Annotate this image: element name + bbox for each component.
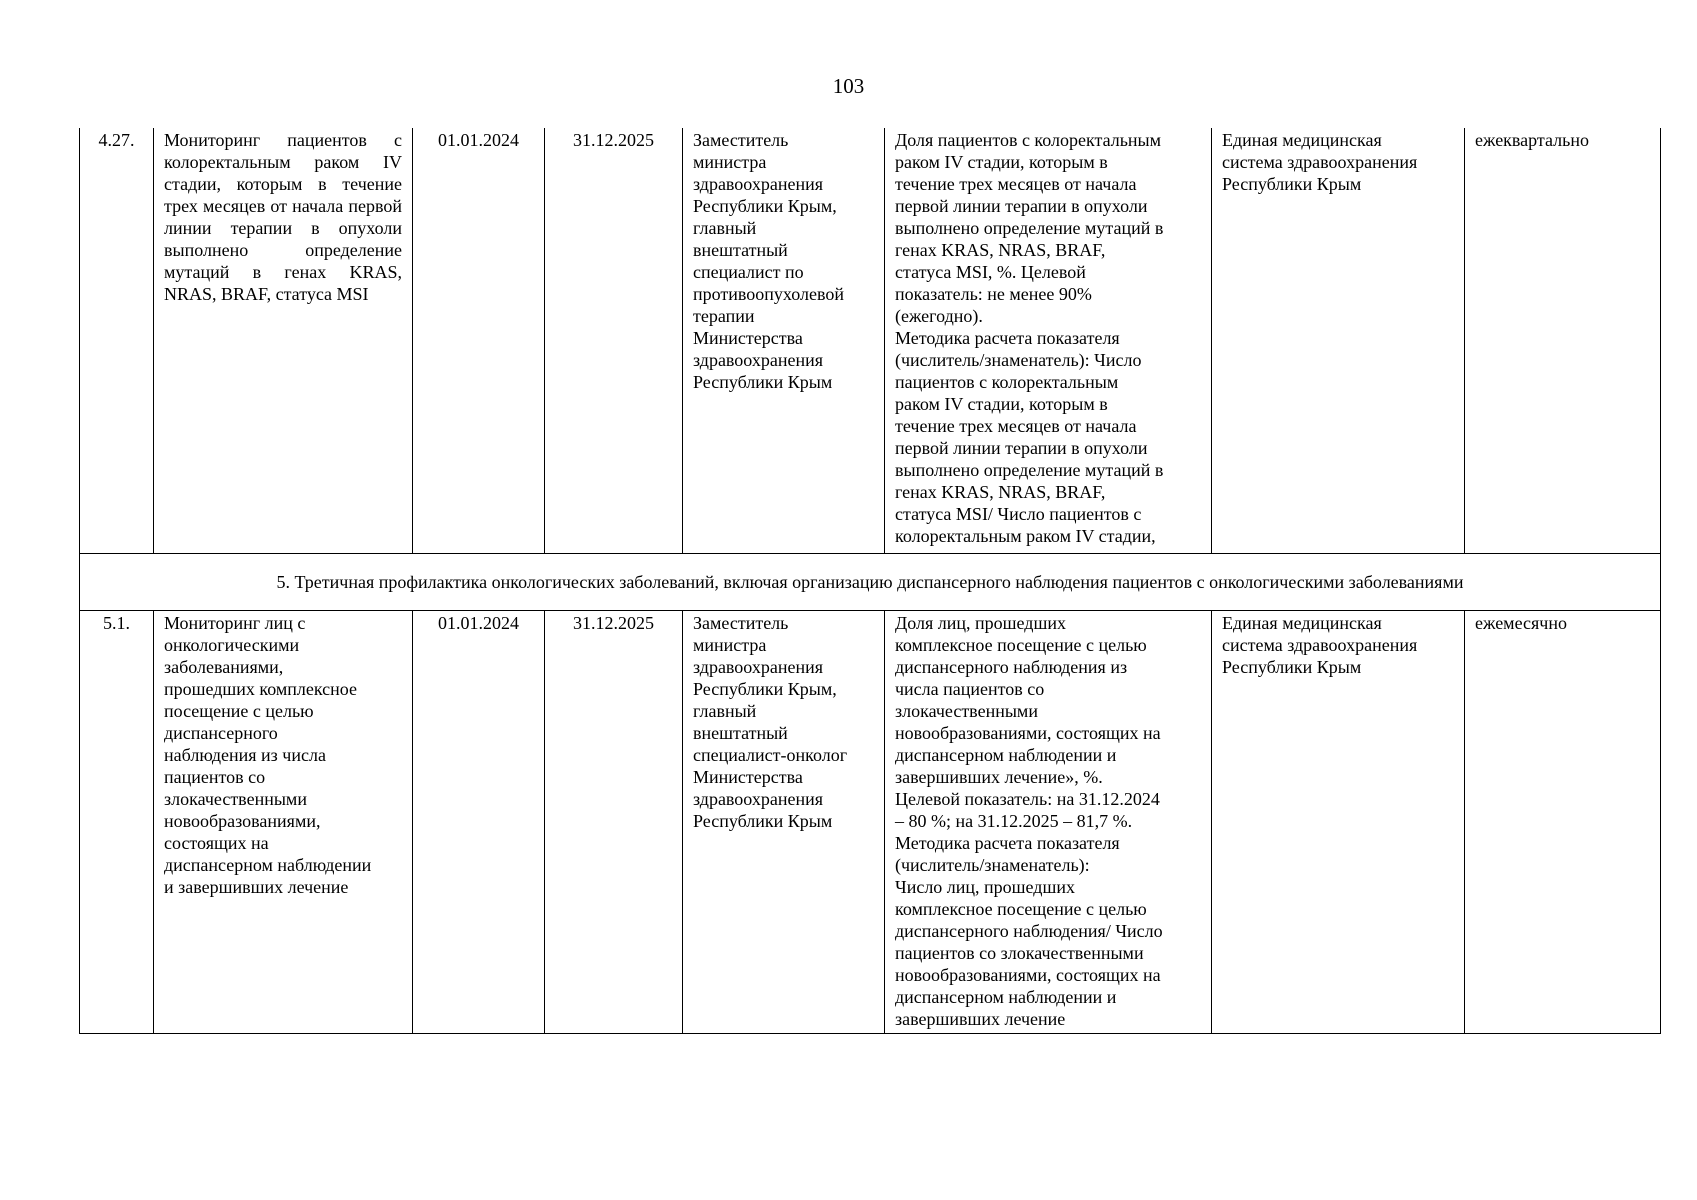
indicator-line: раком IV стадии, которым в — [895, 152, 1108, 172]
section-title: 5. Третичная профилактика онкологических заболеваний, включая организацию диспансерного наблюдения пациентов с онкологическими заболеваниями — [80, 554, 1661, 611]
event-cell — [154, 611, 413, 1034]
indicator-line: пациентов с колоректальным — [895, 372, 1119, 392]
indicator-line: Доля лиц, прошедших — [895, 613, 1066, 633]
end-date-cell: 31.12.2025 — [545, 128, 683, 554]
frequency-cell: ежемесячно — [1465, 611, 1661, 1034]
responsible-line: министра — [693, 635, 767, 655]
event-line: онкологическими — [164, 635, 300, 655]
indicator-line: выполнено определение мутаций в — [895, 460, 1164, 480]
indicator-line: диспансерного наблюдения из — [895, 657, 1128, 677]
responsible-line: Республики Крым — [693, 372, 833, 392]
responsible-line: Заместитель — [693, 130, 789, 150]
responsible-line: Министерства — [693, 328, 803, 348]
indicator-line: Методика расчета показателя — [895, 328, 1120, 348]
responsible-line: терапии — [693, 306, 755, 326]
table-row-5-1 — [80, 611, 1661, 1034]
responsible-line: Министерства — [693, 767, 803, 787]
section-header-row — [80, 554, 1661, 611]
responsible-cell — [683, 611, 885, 1034]
plan-table — [79, 128, 1661, 1034]
row-number: 5.1. — [80, 611, 154, 1034]
indicator-line: диспансерном наблюдении и — [895, 987, 1117, 1007]
indicator-line: раком IV стадии, которым в — [895, 394, 1108, 414]
row-number: 4.27. — [80, 128, 154, 554]
indicator-line: комплексное посещение с целью — [895, 635, 1147, 655]
indicator-line: диспансерного наблюдения/ Число — [895, 921, 1163, 941]
event-line: наблюдения из числа — [164, 745, 326, 765]
indicator-line: выполнено определение мутаций в — [895, 218, 1164, 238]
indicator-line: Число лиц, прошедших — [895, 877, 1075, 897]
indicator-line: первой линии терапии в опухоли — [895, 438, 1148, 458]
indicator-line: завершивших лечение», %. — [895, 767, 1103, 787]
indicator-line: течение трех месяцев от начала — [895, 174, 1137, 194]
indicator-line: (ежегодно). — [895, 306, 983, 326]
table-row-4-27 — [80, 128, 1661, 554]
info-system-line: Республики Крым — [1222, 657, 1362, 677]
info-system-line: система здравоохранения — [1222, 152, 1418, 172]
indicator-line: злокачественными — [895, 701, 1038, 721]
responsible-line: Республики Крым, — [693, 679, 837, 699]
indicator-line: пациентов со злокачественными — [895, 943, 1144, 963]
indicator-line: диспансерном наблюдении и — [895, 745, 1117, 765]
responsible-line: здравоохранения — [693, 657, 824, 677]
event-line: диспансерном наблюдении — [164, 855, 372, 875]
responsible-line: министра — [693, 152, 767, 172]
start-date-cell: 01.01.2024 — [413, 611, 545, 1034]
indicator-line: генах KRAS, NRAS, BRAF, — [895, 240, 1106, 260]
indicator-line: течение трех месяцев от начала — [895, 416, 1137, 436]
info-system-cell — [1212, 611, 1465, 1034]
indicator-line: статуса MSI, %. Целевой — [895, 262, 1086, 282]
page-number: 103 — [832, 74, 865, 98]
responsible-line: здравоохранения — [693, 350, 824, 370]
event-line: злокачественными — [164, 789, 307, 809]
indicator-line: новообразованиями, состоящих на — [895, 965, 1161, 985]
event-line: состоящих на — [164, 833, 269, 853]
responsible-line: противоопухолевой — [693, 284, 844, 304]
indicator-line: Целевой показатель: на 31.12.2024 — [895, 789, 1160, 809]
responsible-line: специалист по — [693, 262, 804, 282]
indicator-line: колоректальным раком IV стадии, — [895, 526, 1156, 546]
event-line: прошедших комплексное — [164, 679, 358, 699]
responsible-line: Заместитель — [693, 613, 789, 633]
responsible-line: Республики Крым — [693, 811, 833, 831]
responsible-line: внештатный — [693, 240, 788, 260]
indicator-line: первой линии терапии в опухоли — [895, 196, 1148, 216]
event-line: пациентов со — [164, 767, 266, 787]
indicator-line: завершивших лечение — [895, 1009, 1066, 1029]
info-system-line: система здравоохранения — [1222, 635, 1418, 655]
indicator-line: Методика расчета показателя — [895, 833, 1120, 853]
indicator-cell — [885, 611, 1212, 1034]
responsible-line: главный — [693, 218, 757, 238]
responsible-line: здравоохранения — [693, 174, 824, 194]
event-line: диспансерного — [164, 723, 278, 743]
info-system-cell — [1212, 128, 1465, 554]
indicator-line: генах KRAS, NRAS, BRAF, — [895, 482, 1106, 502]
event-line: новообразованиями, — [164, 811, 321, 831]
indicator-line: (числитель/знаменатель): Число — [895, 350, 1142, 370]
responsible-line: специалист-онколог — [693, 745, 848, 765]
event-line: заболеваниями, — [164, 657, 284, 677]
frequency-cell: ежеквартально — [1465, 128, 1661, 554]
indicator-line: комплексное посещение с целью — [895, 899, 1147, 919]
indicator-line: Доля пациентов с колоректальным — [895, 130, 1162, 150]
indicator-line: статуса MSI/ Число пациентов с — [895, 504, 1142, 524]
responsible-line: внештатный — [693, 723, 788, 743]
info-system-line: Единая медицинская — [1222, 130, 1382, 150]
indicator-line: новообразованиями, состоящих на — [895, 723, 1161, 743]
indicator-line: – 80 %; на 31.12.2025 – 81,7 %. — [895, 811, 1133, 831]
responsible-line: здравоохранения — [693, 789, 824, 809]
info-system-line: Единая медицинская — [1222, 613, 1382, 633]
indicator-line: (числитель/знаменатель): — [895, 855, 1090, 875]
event-line: Мониторинг лиц с — [164, 613, 306, 633]
indicator-cell — [885, 128, 1212, 554]
responsible-line: главный — [693, 701, 757, 721]
event-line: посещение с целью — [164, 701, 314, 721]
indicator-line: показатель: не менее 90% — [895, 284, 1092, 304]
responsible-cell — [683, 128, 885, 554]
event-cell: Мониторинг пациентов с колоректальным раком IV стадии, которым в течение трех месяцев от начала первой линии терапии в опухоли выполнено определение мутаций в генах KRAS, NRAS, BRAF, статуса MSI — [154, 128, 413, 554]
start-date-cell: 01.01.2024 — [413, 128, 545, 554]
info-system-line: Республики Крым — [1222, 174, 1362, 194]
end-date-cell: 31.12.2025 — [545, 611, 683, 1034]
event-line: и завершивших лечение — [164, 877, 349, 897]
indicator-line: числа пациентов со — [895, 679, 1045, 699]
responsible-line: Республики Крым, — [693, 196, 837, 216]
